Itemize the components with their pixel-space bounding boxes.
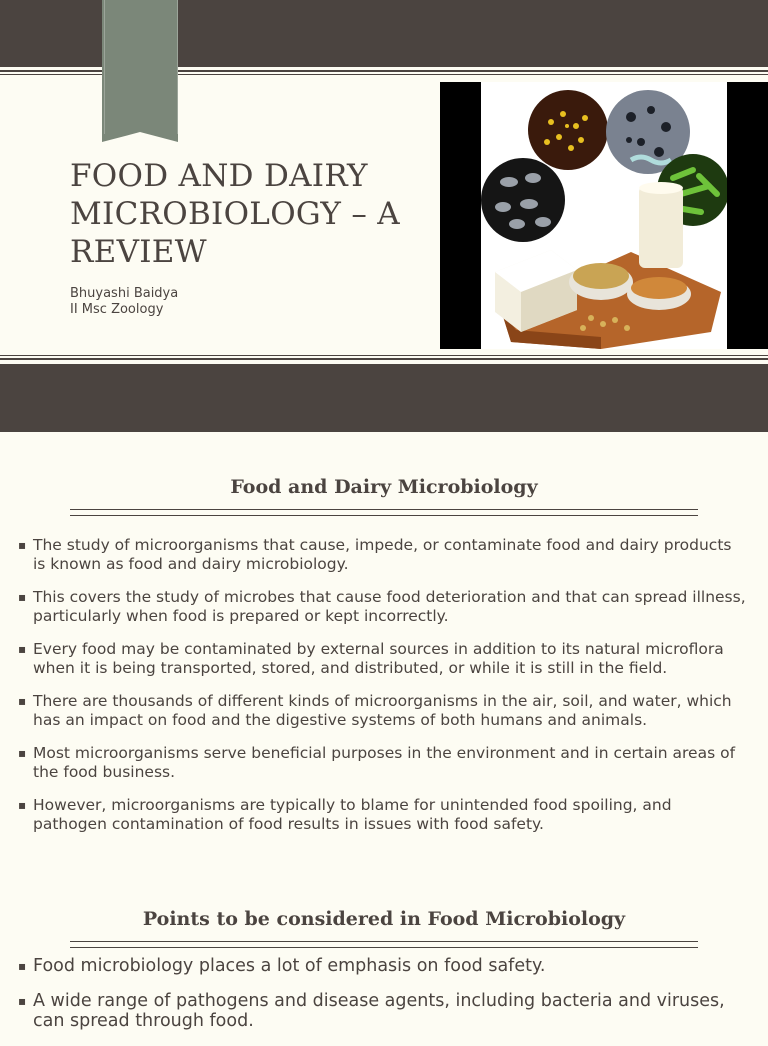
list-item: ▪ The study of microorganisms that cause, impede, or contaminate food and dairy products is known as food and dairy microbiology. <box>18 536 748 574</box>
list-item: ▪ However, microorganisms are typically to blame for unintended food spoiling, and pathogen contamination of food results in issues with food safety. <box>18 796 748 834</box>
list-item: ▪ This covers the study of microbes that cause food deterioration and that can spread illness, particularly when food is prepared or kept incorrectly. <box>18 588 748 626</box>
author-name: Bhuyashi Baidya <box>70 286 179 301</box>
author-block <box>70 286 178 318</box>
bullet-list-food-dairy <box>18 536 748 848</box>
section-heading-food-dairy: Food and Dairy Microbiology <box>230 476 538 498</box>
bookmark-ribbon <box>102 0 178 142</box>
title-photo <box>440 82 768 349</box>
food-microbes-image <box>481 82 727 349</box>
slide-title: FOOD AND DAIRY MICROBIOLOGY – A REVIEW <box>70 158 400 270</box>
list-item: ▪ Food microbiology places a lot of emphasis on food safety. <box>18 956 748 976</box>
heading-underline <box>70 941 698 948</box>
list-item: ▪ Most microorganisms serve beneficial purposes in the environment and in certain areas of the food business. <box>18 744 748 782</box>
food-microbes-illustration <box>481 82 727 349</box>
bottom-rule-thin <box>0 355 768 356</box>
list-item: ▪ There are thousands of different kinds of microorganisms in the air, soil, and water, which has an impact on food and the digestive systems of both humans and animals. <box>18 692 748 730</box>
list-item: ▪ A wide range of pathogens and disease agents, including bacteria and viruses, can spread through food. <box>18 991 748 1031</box>
section-heading-points: Points to be considered in Food Microbiology <box>142 908 626 930</box>
heading-underline <box>70 509 698 516</box>
middle-band <box>0 364 768 432</box>
bottom-rule-thick <box>0 358 768 360</box>
list-item: ▪ Every food may be contaminated by external sources in addition to its natural microflora when it is being transported, stored, and distributed, or while it is still in the field. <box>18 640 748 678</box>
author-course: II Msc Zoology <box>70 302 164 317</box>
bullet-list-points <box>18 956 748 1046</box>
